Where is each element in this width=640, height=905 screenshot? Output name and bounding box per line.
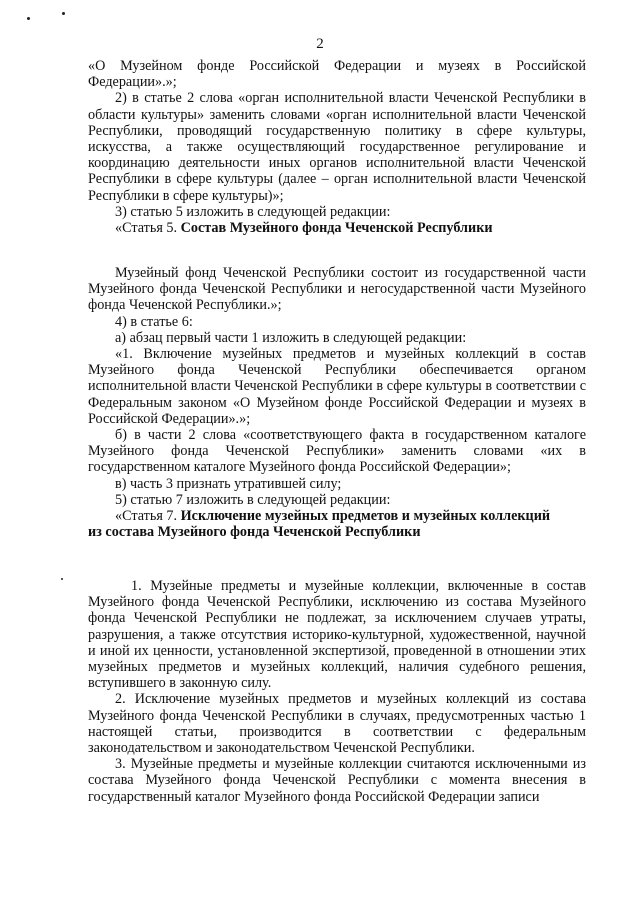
paragraph-10: 5) статью 7 изложить в следующей редакции: <box>115 491 391 508</box>
article-7-title-line-2: из состава Музейного фонда Чеченской Республики <box>88 524 421 541</box>
scan-speck <box>27 17 30 20</box>
article-7-block <box>88 578 586 805</box>
paragraph-9: в) часть 3 признать утратившей силу; <box>115 475 342 492</box>
paragraph-2: 2) в статье 2 слова «орган исполнительной власти Чеченской Республики в области культуры» заменить словами «орган исполнительной власти Чеченской Республики, проводящий государственную политику в сфере культуры, искусства, а также осуществляющий государственное регулирование и координацию деятельности иных органов исполнительной власти Чеченской Республики в сфере культуры (далее – орган исполнительной власти Чеченской Республики в сфере культуры)»; <box>88 90 586 204</box>
intro-block <box>88 58 586 236</box>
article-5-heading <box>88 220 586 236</box>
paragraph-6: а) абзац первый части 1 изложить в следующей редакции: <box>115 329 467 346</box>
article-5-block <box>88 265 586 540</box>
article-7-prefix: «Статья 7. <box>115 508 178 525</box>
paragraph-4: Музейный фонд Чеченской Республики состоит из государственной части Музейного фонда Чеченской Республики и негосударственной части Музейного фонда Чеченской Республики.»; <box>88 265 586 314</box>
paragraph-13: 3. Музейные предметы и музейные коллекции считаются исключенными из состава Музейного фонда Чеченской Республики с момента внесения в государственный каталог Музейного фонда Российской Федерации записи <box>88 756 586 805</box>
page-number: 2 <box>316 36 324 52</box>
paragraph-8: б) в части 2 слова «соответствующего факта в государственном каталоге Музейного фонда Чеченской Республики» заменить словами «их в государственном каталоге Музейного фонда Российской Федерации»; <box>88 427 586 476</box>
paragraph-12: 2. Исключение музейных предметов и музейных коллекций из состава Музейного фонда Чеченской Республики в случаях, предусмотренных частью 1 настоящей статьи, производится в соответствии с федеральным законодательством и законодательством Чеченской Республики. <box>88 691 586 757</box>
article-7-heading <box>88 508 586 524</box>
scan-speck <box>62 12 65 15</box>
paragraph-3: 3) статью 5 изложить в следующей редакции: <box>115 203 391 220</box>
paragraph-5: 4) в статье 6: <box>115 313 193 330</box>
article-5-title: Состав Музейного фонда Чеченской Республики <box>180 220 493 237</box>
article-7-title-line-1: Исключение музейных предметов и музейных коллекций <box>180 508 551 525</box>
paragraph-1: «О Музейном фонде Российской Федерации и музеях в Российской Федерации».»; <box>88 58 586 91</box>
paragraph-7: «1. Включение музейных предметов и музейных коллекций в состав Музейного фонда Чеченской Республики обеспечивается органом исполнительной власти Чеченской Республики в сфере культуры в соответствии с Федеральным законом «О Музейном фонде Российской Федерации и музеях в Российской Федерации».»; <box>88 346 586 427</box>
scan-speck <box>61 578 63 580</box>
article-5-prefix: «Статья 5. <box>115 220 178 237</box>
paragraph-11: 1. Музейные предметы и музейные коллекции, включенные в состав Музейного фонда Чеченской Республики, исключению из состава Музейного фонда Чеченской Республики не подлежат, за исключением случаев утраты, разрушения, а также отсутствия историко-культурной, художественной, научной и иной их ценности, установленной экспертизой, проведенной в отношении этих музейных предметов и музейных коллекций, наличия судебного решения, вступившего в законную силу. <box>88 578 586 692</box>
